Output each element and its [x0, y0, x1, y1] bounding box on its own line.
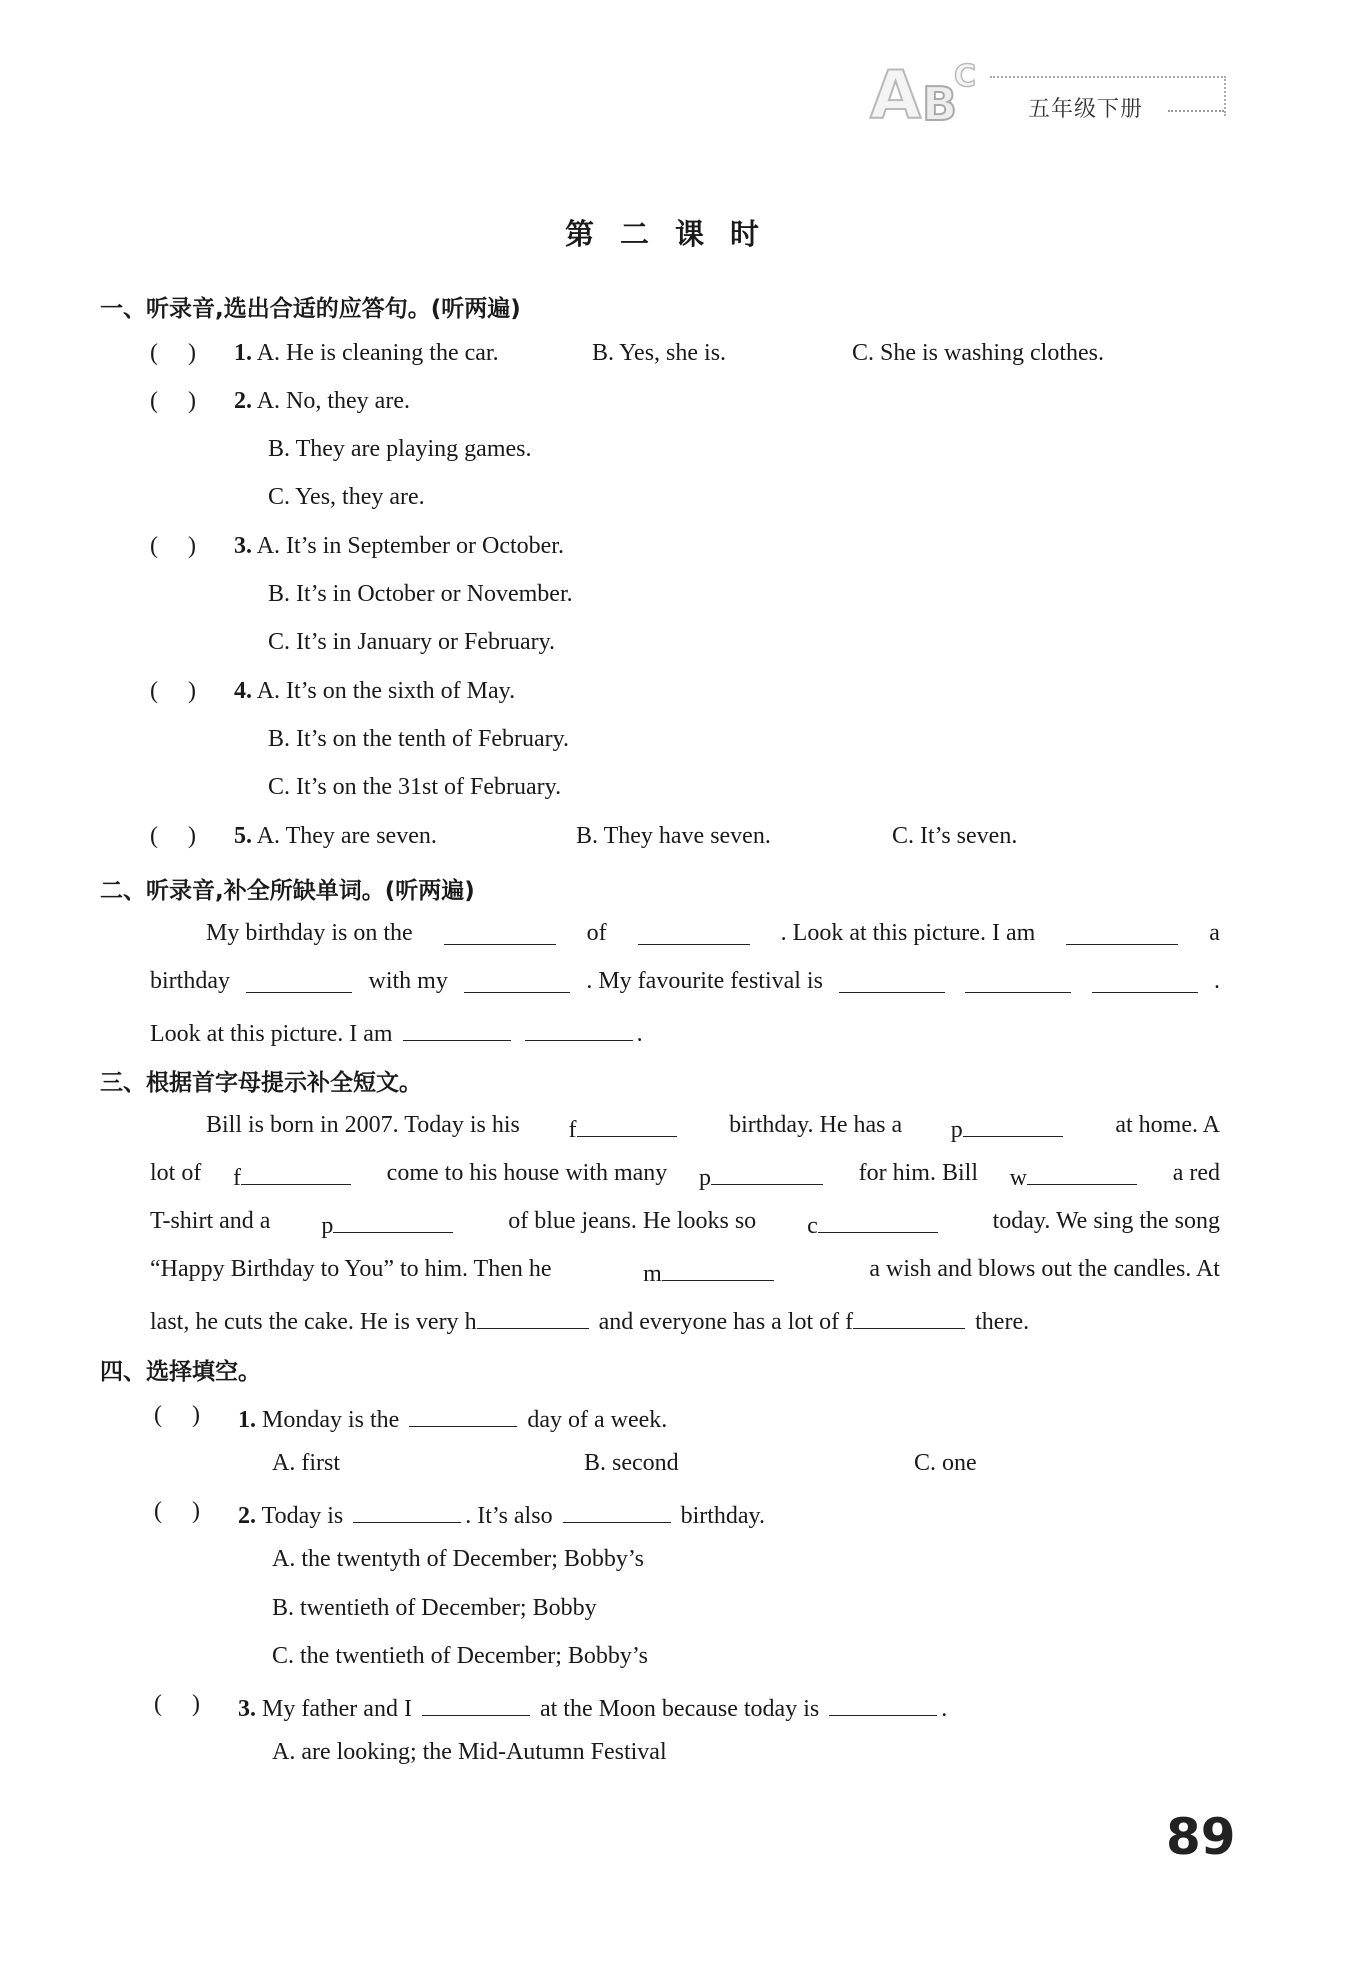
- question-number: 1.: [238, 1407, 256, 1433]
- text: a red: [1172, 1160, 1220, 1186]
- answer-blank[interactable]: [577, 1112, 677, 1137]
- initial-letter: f: [233, 1165, 241, 1191]
- p3-line-3: [150, 1208, 1220, 1240]
- answer-paren: ( ): [150, 678, 196, 704]
- answer-paren: ( ): [150, 340, 196, 366]
- p1-q1-row: [234, 340, 499, 367]
- answer-blank[interactable]: [839, 968, 945, 993]
- p1-q4-row: [234, 678, 515, 705]
- p4-q2-row: [238, 1498, 765, 1530]
- p3-line-5: [150, 1304, 1220, 1336]
- text: last, he cuts the cake. He is very: [150, 1309, 459, 1335]
- p3-line-1: [206, 1112, 1220, 1144]
- svg-text:B: B: [922, 77, 958, 130]
- text: lot of: [150, 1160, 202, 1186]
- p4-q3-row: [238, 1691, 947, 1723]
- p4-q1-row: [238, 1402, 667, 1434]
- answer-blank[interactable]: [525, 1016, 633, 1041]
- text: .: [1213, 968, 1220, 994]
- question-number: 2.: [238, 1503, 256, 1529]
- answer-blank[interactable]: [1027, 1160, 1137, 1185]
- initial-letter: p: [950, 1117, 963, 1143]
- p2-line-1: [206, 920, 1220, 947]
- question-number: 3.: [238, 1696, 256, 1722]
- answer-blank[interactable]: [963, 1112, 1063, 1137]
- text: birthday. He has a: [729, 1112, 903, 1138]
- page-number: 89: [1166, 1808, 1236, 1866]
- question-number: 1.: [234, 340, 252, 366]
- initial-letter: c: [807, 1213, 818, 1239]
- question-number: 3.: [234, 533, 252, 559]
- header-dotted-line: [990, 76, 1226, 78]
- text: with my: [368, 968, 448, 994]
- svg-text:C: C: [954, 59, 977, 94]
- text: a wish and blows out the candles. At: [869, 1256, 1220, 1282]
- answer-paren: ( ): [150, 533, 196, 559]
- option-a: A. the twentyth of December; Bobby’s: [272, 1546, 644, 1572]
- answer-blank[interactable]: [829, 1691, 937, 1716]
- initial-letter: p: [698, 1165, 711, 1191]
- answer-blank[interactable]: [464, 968, 570, 993]
- text: . My favourite festival is: [586, 968, 823, 994]
- section-2-heading: 二、听录音,补全所缺单词。(听两遍): [100, 878, 475, 904]
- text: birthday.: [680, 1503, 765, 1529]
- p1-q2-row: [234, 388, 410, 415]
- option-b: B. They are playing games.: [268, 436, 532, 462]
- text: today. We sing the song: [992, 1208, 1220, 1234]
- text: at the Moon because today is: [539, 1696, 820, 1722]
- answer-blank[interactable]: [711, 1160, 823, 1185]
- option-a: A. It’s in September or October.: [256, 533, 564, 559]
- text: for him. Bill: [858, 1160, 978, 1186]
- initial-letter: m: [643, 1261, 662, 1287]
- answer-blank[interactable]: [1092, 968, 1198, 993]
- lesson-title: 第二课时: [564, 217, 785, 251]
- option-c: C. the twentieth of December; Bobby’s: [272, 1643, 648, 1669]
- text: My birthday is on the: [206, 920, 413, 946]
- text: birthday: [150, 968, 230, 994]
- answer-blank[interactable]: [477, 1304, 589, 1329]
- p2-line-2: [150, 968, 1220, 995]
- text: T-shirt and a: [150, 1208, 271, 1234]
- initial-letter: f: [845, 1309, 854, 1335]
- initial-letter: h: [464, 1309, 477, 1335]
- answer-blank[interactable]: [818, 1208, 938, 1233]
- p1-q5-row: [234, 823, 437, 850]
- answer-paren: ( ): [150, 388, 196, 414]
- initial-letter: w: [1009, 1165, 1028, 1191]
- answer-blank[interactable]: [241, 1160, 351, 1185]
- p3-line-4: [150, 1256, 1220, 1288]
- text: . It’s also: [465, 1503, 553, 1529]
- text: day of a week.: [527, 1407, 668, 1433]
- text: My father and I: [262, 1696, 412, 1722]
- option-a: A. first: [272, 1450, 340, 1476]
- question-number: 5.: [234, 823, 252, 849]
- text: “Happy Birthday to You” to him. Then he: [150, 1256, 552, 1282]
- p2-line-3: [150, 1016, 1220, 1048]
- text: of: [586, 920, 607, 946]
- text: and everyone has a lot of: [598, 1309, 840, 1335]
- answer-blank[interactable]: [333, 1208, 453, 1233]
- option-b: B. They have seven.: [576, 823, 771, 849]
- answer-blank[interactable]: [563, 1498, 671, 1523]
- abc-logo-icon: [868, 50, 998, 130]
- answer-blank[interactable]: [853, 1304, 965, 1329]
- option-b: B. twentieth of December; Bobby: [272, 1595, 597, 1621]
- section-4-heading: 四、选择填空。: [100, 1359, 261, 1385]
- text: Monday is the: [262, 1407, 400, 1433]
- text: . Look at this picture. I am: [780, 920, 1036, 946]
- text: Bill is born in 2007. Today is his: [206, 1112, 520, 1138]
- page-header: [868, 50, 1228, 130]
- text: at home. A: [1115, 1112, 1220, 1138]
- question-number: 2.: [234, 388, 252, 414]
- answer-blank[interactable]: [246, 968, 352, 993]
- grade-dots: [1168, 110, 1224, 112]
- question-number: 4.: [234, 678, 252, 704]
- option-b: B. It’s on the tenth of February.: [268, 726, 570, 752]
- header-dotted-edge: [1224, 76, 1226, 116]
- option-c: C. It’s in January or February.: [268, 629, 556, 655]
- svg-text:A: A: [870, 57, 922, 130]
- initial-letter: p: [321, 1213, 334, 1239]
- answer-paren: ( ): [154, 1498, 200, 1524]
- answer-blank[interactable]: [422, 1691, 530, 1716]
- answer-blank[interactable]: [638, 920, 750, 945]
- answer-blank[interactable]: [403, 1016, 511, 1041]
- p3-line-2: [150, 1160, 1220, 1192]
- option-a: A. No, they are.: [256, 388, 410, 414]
- text: .: [636, 1021, 643, 1047]
- grade-label: 五年级下册: [1028, 97, 1144, 122]
- text: a: [1209, 920, 1220, 946]
- option-b: B. It’s in October or November.: [268, 581, 573, 607]
- answer-blank[interactable]: [965, 968, 1071, 993]
- section-3-heading: 三、根据首字母提示补全短文。: [100, 1070, 422, 1096]
- answer-paren: ( ): [150, 823, 196, 849]
- answer-paren: ( ): [154, 1691, 200, 1717]
- option-b: B. Yes, she is.: [592, 340, 727, 366]
- option-c: C. It’s seven.: [892, 823, 1018, 849]
- option-c: C. She is washing clothes.: [852, 340, 1104, 366]
- text: of blue jeans. He looks so: [508, 1208, 757, 1234]
- section-1-heading: 一、听录音,选出合适的应答句。(听两遍): [100, 296, 521, 322]
- answer-blank[interactable]: [409, 1402, 517, 1427]
- option-c: C. one: [914, 1450, 977, 1476]
- text: Look at this picture. I am: [150, 1021, 393, 1047]
- option-a: A. He is cleaning the car.: [256, 340, 499, 366]
- option-b: B. second: [584, 1450, 679, 1476]
- answer-paren: ( ): [154, 1402, 200, 1428]
- text: .: [941, 1696, 948, 1722]
- answer-blank[interactable]: [1066, 920, 1178, 945]
- option-a: A. They are seven.: [256, 823, 437, 849]
- p1-q3-row: [234, 533, 564, 560]
- text: there.: [975, 1309, 1030, 1335]
- initial-letter: f: [568, 1117, 577, 1143]
- text: come to his house with many: [386, 1160, 668, 1186]
- option-c: C. Yes, they are.: [268, 484, 425, 510]
- text: Today is: [261, 1503, 344, 1529]
- option-a: A. are looking; the Mid-Autumn Festival: [272, 1739, 667, 1765]
- answer-blank[interactable]: [662, 1256, 774, 1281]
- option-c: C. It’s on the 31st of February.: [268, 774, 562, 800]
- answer-blank[interactable]: [353, 1498, 461, 1523]
- option-a: A. It’s on the sixth of May.: [256, 678, 516, 704]
- answer-blank[interactable]: [444, 920, 556, 945]
